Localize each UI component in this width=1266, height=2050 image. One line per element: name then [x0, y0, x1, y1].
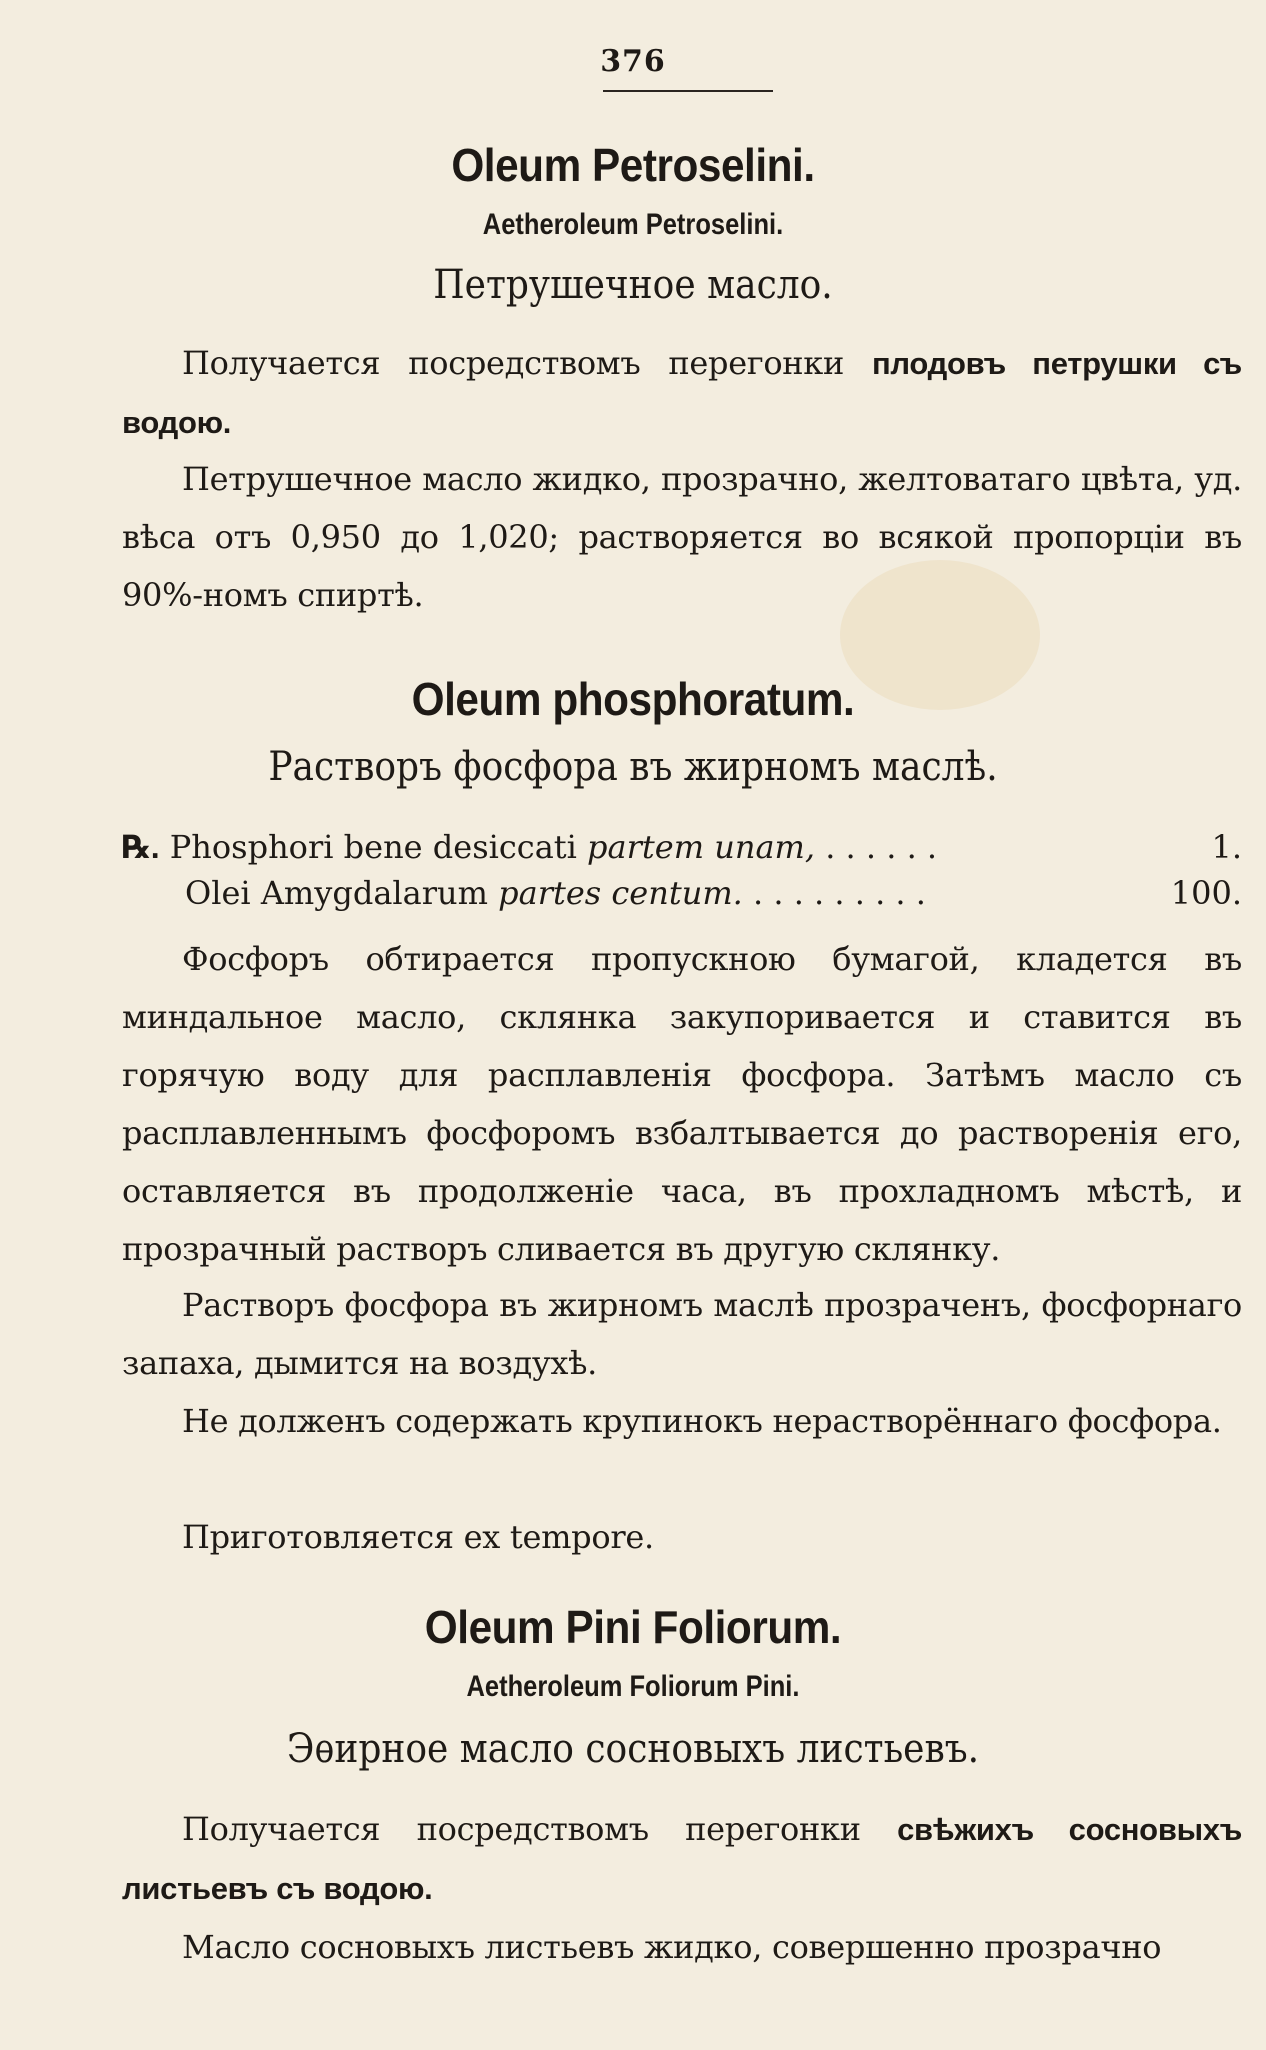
paragraph: Получается посредствомъ перегонки плодовъ петрушки съ водою.: [122, 344, 1242, 440]
section-subtitle-latin: Aetheroleum Petroselini.: [482, 208, 784, 241]
section-title-latin: Oleum phosphoratum.: [411, 673, 855, 725]
recipe-amount: 1.: [1211, 828, 1242, 866]
recipe-amount: 100.: [1170, 874, 1242, 912]
recipe-line: ℞. Phosphori bene desiccati partem unam, . . . . . . 1.: [122, 822, 1242, 872]
section-title-latin: Oleum Pini Foliorum.: [424, 1601, 842, 1653]
paragraph: Не долженъ содержать крупинокъ нерастворённаго фосфора.: [182, 1402, 1222, 1440]
paragraph: Петрушечное масло жидко, прозрачно, желтоватаго цвѣта, уд. вѣса отъ 0,950 до 1,020; растворяется во всякой пропорціи въ 90%-номъ спиртѣ.: [122, 460, 1242, 614]
paragraph: Масло сосновыхъ листьевъ жидко, совершенно прозрачно: [182, 1928, 1162, 1966]
paragraph: Получается посредствомъ перегонки свѣжихъ сосновыхъ листьевъ съ водою.: [122, 1810, 1242, 1906]
section-title-russian: Растворъ фосфора въ жирномъ маслѣ.: [268, 744, 998, 790]
section-title-russian: Эѳирное масло сосновыхъ листьевъ.: [286, 1726, 980, 1772]
page-number: 376: [600, 44, 666, 79]
paragraph: Приготовляется ex tempore.: [182, 1518, 654, 1556]
section-title-latin: Oleum Petroselini.: [451, 139, 815, 191]
bold-phrase: плодовъ петрушки съ водою.: [122, 346, 1242, 440]
header-rule: [603, 90, 773, 92]
section-title-russian: Петрушечное масло.: [433, 262, 833, 308]
paragraph: Растворъ фосфора въ жирномъ маслѣ прозраченъ, фосфорнаго запаха, дымится на воздухѣ.: [122, 1286, 1242, 1382]
paragraph: Фосфоръ обтирается пропускною бумагой, кладется въ миндальное масло, склянка закупоривается и ставится въ горячую воду для расплавленія фосфора. Затѣмъ масло съ расплавленнымъ фосфоромъ взбалтывается до растворенія его, оставляется въ продолженіе часа, въ прохладномъ мѣстѣ, и прозрачный растворъ сливается въ другую склянку.: [122, 940, 1242, 1268]
section-subtitle-latin: Aetheroleum Foliorum Pini.: [466, 1670, 800, 1703]
recipe-line: Olei Amygdalarum partes centum. . . . . . . . . . 100.: [185, 868, 1242, 918]
bold-phrase: свѣжихъ сосновыхъ листьевъ съ водою.: [122, 1812, 1242, 1906]
